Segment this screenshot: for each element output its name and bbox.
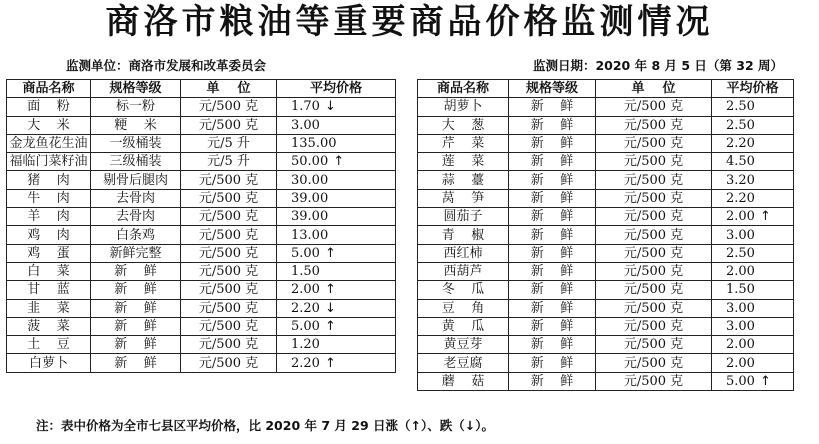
price-cell	[712, 116, 794, 134]
table-row	[7, 189, 396, 207]
grade-cell: 标一粉	[91, 98, 181, 116]
commodity-name: 冬 瓜	[418, 281, 509, 299]
header-grade: 规格等级	[509, 80, 596, 98]
grade-cell: 新 鲜	[91, 354, 181, 372]
table-row	[418, 226, 794, 244]
price-cell	[277, 354, 396, 372]
price-value: 1.50	[726, 282, 755, 298]
price-cell	[712, 208, 794, 226]
unit-cell: 元/500 克	[181, 98, 277, 116]
price-value: 39.00	[291, 190, 329, 206]
grade-cell: 新 鲜	[509, 281, 596, 299]
price-cell	[277, 281, 396, 299]
commodity-name: 大 葱	[418, 116, 509, 134]
table-row	[418, 262, 794, 280]
price-cell	[712, 134, 794, 152]
table-row	[7, 262, 396, 280]
arrow-down-icon: ↓	[324, 99, 336, 115]
commodity-name: 牛 肉	[7, 189, 91, 207]
price-value: 2.50	[726, 117, 755, 133]
grade-cell: 新 鲜	[91, 317, 181, 335]
price-value: 1.70	[291, 99, 320, 115]
header-price: 平均价格	[712, 80, 794, 98]
price-cell	[277, 244, 396, 262]
commodity-name: 蒜 薹	[418, 171, 509, 189]
grade-cell: 新 鲜	[91, 281, 181, 299]
arrow-up-icon: ↑	[333, 154, 345, 170]
unit-cell: 元/500 克	[596, 189, 712, 207]
commodity-name: 胡萝卜	[418, 98, 509, 116]
price-cell	[277, 299, 396, 317]
unit-cell: 元/5 升	[181, 134, 277, 152]
price-cell	[277, 317, 396, 335]
unit-cell: 元/500 克	[596, 208, 712, 226]
price-cell	[277, 208, 396, 226]
price-cell	[712, 336, 794, 354]
commodity-name: 福临门菜籽油	[7, 153, 91, 171]
arrow-up-icon: ↑	[324, 355, 336, 371]
grade-cell: 新 鲜	[509, 171, 596, 189]
table-row	[418, 244, 794, 262]
price-cell	[712, 372, 794, 390]
unit-cell: 元/5 升	[181, 153, 277, 171]
header-name: 商品名称	[7, 80, 91, 98]
table-row	[7, 98, 396, 116]
unit-cell: 元/500 克	[181, 354, 277, 372]
price-table-left	[6, 79, 396, 373]
grade-cell: 新 鲜	[509, 317, 596, 335]
grade-cell: 新 鲜	[509, 189, 596, 207]
monitor-unit: 监测单位：商洛市发展和改革委员会	[66, 58, 267, 73]
price-cell	[712, 354, 794, 372]
price-cell	[712, 299, 794, 317]
price-table-right	[417, 79, 794, 391]
unit-cell: 元/500 克	[181, 317, 277, 335]
grade-cell: 新 鲜	[509, 98, 596, 116]
header-unit: 单 位	[596, 80, 712, 98]
price-value: 4.50	[726, 154, 755, 170]
price-cell	[277, 262, 396, 280]
grade-cell: 一级桶装	[91, 134, 181, 152]
table-row	[418, 372, 794, 390]
grade-cell: 新 鲜	[509, 134, 596, 152]
unit-cell: 元/500 克	[596, 281, 712, 299]
price-value: 5.00	[726, 373, 755, 389]
commodity-name: 面 粉	[7, 98, 91, 116]
unit-cell: 元/500 克	[596, 372, 712, 390]
unit-cell: 元/500 克	[596, 244, 712, 262]
unit-cell: 元/500 克	[596, 354, 712, 372]
price-cell	[712, 189, 794, 207]
commodity-name: 土 豆	[7, 336, 91, 354]
unit-cell: 元/500 克	[596, 299, 712, 317]
commodity-name: 西葫芦	[418, 262, 509, 280]
commodity-name: 羊 肉	[7, 208, 91, 226]
price-cell	[712, 244, 794, 262]
arrow-up-icon: ↑	[324, 245, 336, 261]
price-cell	[277, 134, 396, 152]
table-row	[7, 281, 396, 299]
price-cell	[712, 153, 794, 171]
price-cell	[712, 281, 794, 299]
table-row	[418, 171, 794, 189]
commodity-name: 莴 笋	[418, 189, 509, 207]
grade-cell: 去骨肉	[91, 189, 181, 207]
arrow-up-icon: ↑	[759, 373, 771, 389]
table-header-row	[7, 80, 396, 98]
price-value: 39.00	[291, 209, 329, 225]
grade-cell: 新 鲜	[509, 299, 596, 317]
price-cell	[277, 171, 396, 189]
monitor-date: 监测日期：2020 年 8 月 5 日（第 32 周）	[532, 58, 783, 73]
price-value: 2.50	[726, 99, 755, 115]
price-cell	[712, 262, 794, 280]
arrow-up-icon: ↑	[324, 282, 336, 298]
price-value: 30.00	[291, 172, 329, 188]
price-value: 1.20	[291, 337, 320, 353]
table-row	[7, 208, 396, 226]
table-row	[418, 134, 794, 152]
unit-cell: 元/500 克	[596, 226, 712, 244]
table-row	[7, 171, 396, 189]
commodity-name: 白萝卜	[7, 354, 91, 372]
unit-cell: 元/500 克	[596, 262, 712, 280]
grade-cell: 新 鲜	[509, 116, 596, 134]
header-price: 平均价格	[277, 80, 396, 98]
price-value: 3.00	[726, 319, 755, 334]
commodity-name: 蘑 菇	[418, 372, 509, 390]
grade-cell: 新 鲜	[509, 354, 596, 372]
price-value: 5.00	[291, 245, 320, 261]
header-unit: 单 位	[181, 80, 277, 98]
grade-cell: 新 鲜	[509, 336, 596, 354]
price-cell	[712, 317, 794, 335]
unit-cell: 元/500 克	[181, 244, 277, 262]
unit-cell: 元/500 克	[596, 153, 712, 171]
commodity-name: 猪 肉	[7, 171, 91, 189]
header-name: 商品名称	[418, 80, 509, 98]
unit-cell: 元/500 克	[596, 98, 712, 116]
table-row	[418, 98, 794, 116]
price-value: 3.00	[726, 300, 755, 316]
arrow-up-icon: ↑	[324, 319, 336, 334]
unit-cell: 元/500 克	[181, 226, 277, 244]
table-row	[418, 189, 794, 207]
unit-cell: 元/500 克	[181, 171, 277, 189]
grade-cell: 新 鲜	[509, 262, 596, 280]
arrow-up-icon: ↑	[759, 209, 771, 225]
table-row	[7, 116, 396, 134]
price-cell	[277, 226, 396, 244]
table-row	[7, 299, 396, 317]
price-value: 2.20	[291, 355, 320, 371]
price-cell	[277, 189, 396, 207]
commodity-name: 西红柿	[418, 244, 509, 262]
grade-cell: 新鲜完整	[91, 244, 181, 262]
grade-cell: 新 鲜	[91, 299, 181, 317]
commodity-name: 豆 角	[418, 299, 509, 317]
unit-cell: 元/500 克	[181, 336, 277, 354]
price-value: 2.20	[726, 136, 755, 152]
grade-cell: 新 鲜	[91, 262, 181, 280]
grade-cell: 新 鲜	[509, 244, 596, 262]
unit-cell: 元/500 克	[596, 134, 712, 152]
table-row	[7, 317, 396, 335]
commodity-name: 芹 菜	[418, 134, 509, 152]
header-grade: 规格等级	[91, 80, 181, 98]
page-title: 商洛市粮油等重要商品价格监测情况	[105, 2, 714, 42]
commodity-name: 青 椒	[418, 226, 509, 244]
price-value: 2.20	[726, 190, 755, 206]
unit-cell: 元/500 克	[181, 262, 277, 280]
unit-cell: 元/500 克	[181, 299, 277, 317]
grade-cell: 三级桶装	[91, 153, 181, 171]
commodity-name: 金龙鱼花生油	[7, 134, 91, 152]
grade-cell: 新 鲜	[509, 372, 596, 390]
commodity-name: 圆茄子	[418, 208, 509, 226]
commodity-name: 莲 菜	[418, 153, 509, 171]
commodity-name: 白 菜	[7, 262, 91, 280]
commodity-name: 大 米	[7, 116, 91, 134]
commodity-name: 黄豆芽	[418, 336, 509, 354]
unit-cell: 元/500 克	[181, 281, 277, 299]
unit-cell: 元/500 克	[181, 208, 277, 226]
grade-cell: 新 鲜	[509, 226, 596, 244]
price-value: 5.00	[291, 319, 320, 334]
unit-cell: 元/500 克	[181, 189, 277, 207]
price-cell	[277, 116, 396, 134]
commodity-name: 韭 菜	[7, 299, 91, 317]
commodity-name: 甘 蓝	[7, 281, 91, 299]
price-value: 13.00	[291, 227, 329, 243]
table-row	[418, 354, 794, 372]
table-row	[418, 153, 794, 171]
grade-cell: 剔骨后腿肉	[91, 171, 181, 189]
price-value: 3.00	[291, 117, 320, 133]
price-cell	[712, 226, 794, 244]
price-value: 2.00	[726, 209, 755, 225]
price-value: 2.00	[726, 355, 755, 371]
arrow-down-icon: ↓	[324, 300, 336, 316]
unit-cell: 元/500 克	[181, 116, 277, 134]
price-value: 3.20	[726, 172, 755, 188]
price-value: 1.50	[291, 264, 320, 280]
table-row	[418, 208, 794, 226]
grade-cell: 新 鲜	[91, 336, 181, 354]
commodity-name: 菠 菜	[7, 317, 91, 335]
table-row	[7, 153, 396, 171]
footnote: 注：表中价格为全市七县区平均价格，比 2020 年 7 月 29 日涨（↑）、跌（↓）。	[36, 418, 494, 433]
price-value: 50.00	[291, 154, 329, 170]
commodity-name: 老豆腐	[418, 354, 509, 372]
grade-cell: 白条鸡	[91, 226, 181, 244]
table-row	[7, 354, 396, 372]
grade-cell: 新 鲜	[509, 153, 596, 171]
table-row	[7, 244, 396, 262]
table-row	[418, 116, 794, 134]
unit-cell: 元/500 克	[596, 336, 712, 354]
unit-cell: 元/500 克	[596, 317, 712, 335]
unit-cell: 元/500 克	[596, 116, 712, 134]
price-cell	[712, 171, 794, 189]
table-row	[7, 226, 396, 244]
table-row	[418, 281, 794, 299]
price-value: 2.00	[726, 337, 755, 353]
price-cell	[277, 153, 396, 171]
table-row	[418, 336, 794, 354]
unit-cell: 元/500 克	[596, 171, 712, 189]
price-cell	[712, 98, 794, 116]
table-row	[7, 134, 396, 152]
price-value: 2.00	[726, 264, 755, 280]
grade-cell: 粳 米	[91, 116, 181, 134]
price-value: 2.00	[291, 282, 320, 298]
commodity-name: 鸡 肉	[7, 226, 91, 244]
table-row	[418, 299, 794, 317]
grade-cell: 新 鲜	[509, 208, 596, 226]
table-row	[7, 336, 396, 354]
price-value: 135.00	[291, 136, 337, 152]
table-header-row	[418, 80, 794, 98]
commodity-name: 黄 瓜	[418, 317, 509, 335]
price-cell	[277, 336, 396, 354]
commodity-name: 鸡 蛋	[7, 244, 91, 262]
grade-cell: 去骨肉	[91, 208, 181, 226]
price-value: 2.50	[726, 245, 755, 261]
price-value: 2.20	[291, 300, 320, 316]
price-value: 3.00	[726, 227, 755, 243]
price-cell	[277, 98, 396, 116]
table-row	[418, 317, 794, 335]
